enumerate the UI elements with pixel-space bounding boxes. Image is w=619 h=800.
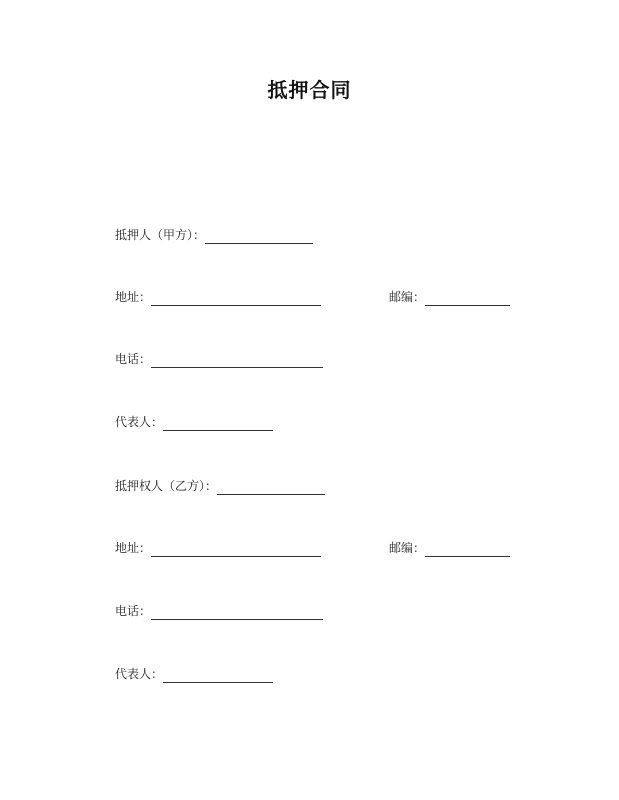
party-a-address-line[interactable] [151,292,321,306]
party-a-postcode-field [389,288,510,306]
party-b-address-field [115,539,321,557]
party-a-representative-line[interactable] [163,417,273,431]
party-b-postcode-line[interactable] [425,543,510,557]
party-a-postcode-label: 邮编： [389,290,426,304]
party-b-postcode-field [389,539,510,557]
party-a-address-label: 地址： [115,290,152,304]
party-b-address-label: 地址： [115,541,152,555]
party-b-name-field [115,477,325,495]
party-b-name-line[interactable] [217,481,325,495]
party-a-name-line[interactable] [205,230,313,244]
party-a-name-label: 抵押人（甲方）： [115,228,206,242]
party-b-phone-label: 电话： [115,604,152,618]
party-b-postcode-label: 邮编： [389,541,426,555]
party-b-phone-field [115,602,323,620]
party-a-representative-label: 代表人： [115,415,164,429]
party-b-phone-line[interactable] [151,606,323,620]
party-a-postcode-line[interactable] [425,292,510,306]
party-a-phone-field [115,350,323,368]
party-b-representative-label: 代表人： [115,667,164,681]
party-b-representative-field [115,665,273,683]
party-a-phone-label: 电话： [115,352,152,366]
document-title: 抵押合同 [267,78,352,102]
party-a-representative-field [115,413,273,431]
party-a-name-field [115,226,313,244]
party-a-phone-line[interactable] [151,354,323,368]
party-b-address-line[interactable] [151,543,321,557]
party-b-representative-line[interactable] [163,669,273,683]
party-b-name-label: 抵押权人（乙方）： [115,479,218,493]
party-a-address-field [115,288,321,306]
